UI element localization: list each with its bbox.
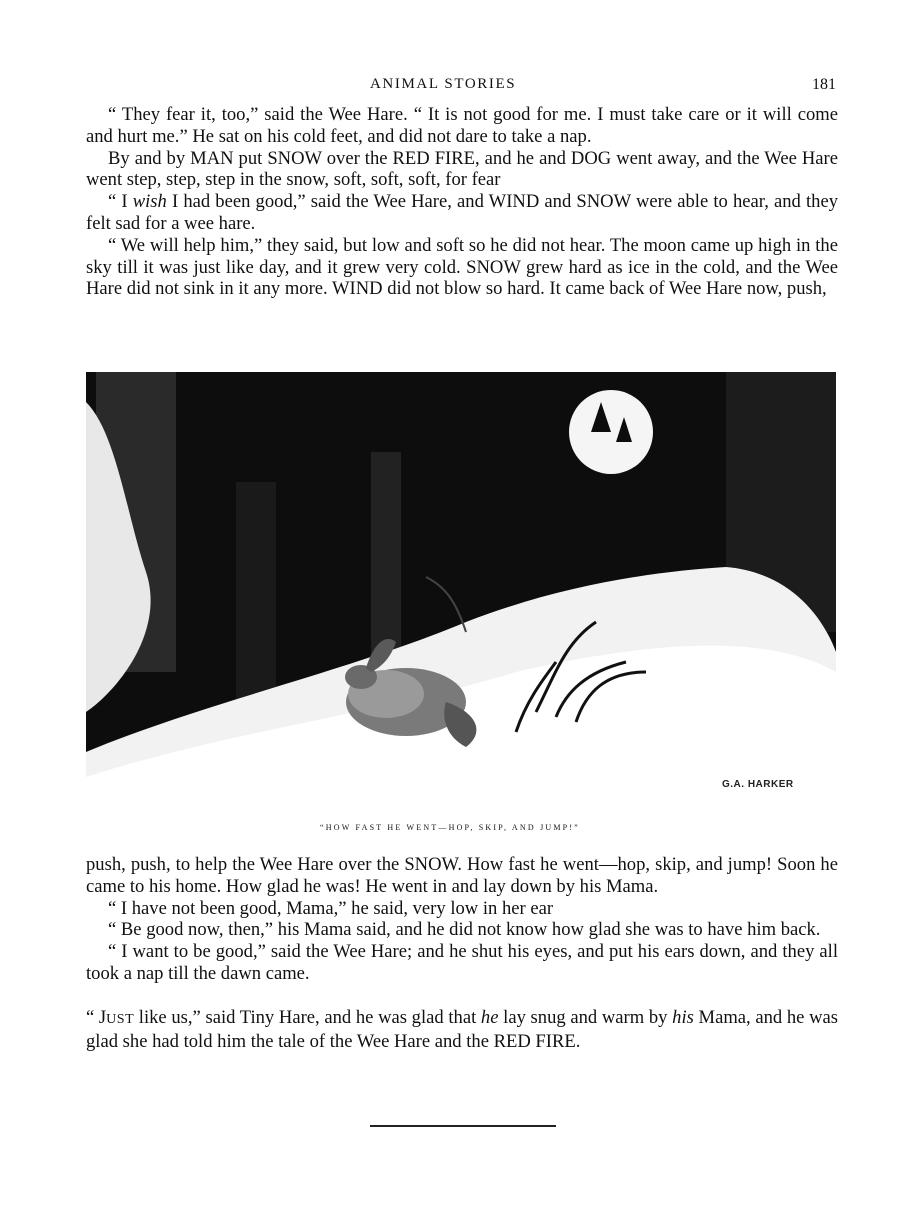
paragraph: “ We will help him,” they said, but low and soft so he did not hear. The moon came up high in the sky till it was just like day, and it grew very cold. SNOW grew hard as ice in the cold, and the Wee Hare did not sink in it any more. WIND did not blow so hard. It came back of Wee Hare now, push,	[86, 234, 838, 300]
paragraph: “ Be good now, then,” his Mama said, and he did not know how glad she was to have him back.	[108, 919, 821, 941]
text-block-top	[86, 104, 838, 300]
closing-paragraph: “ JUST like us,” said Tiny Hare, and he was glad that he lay snug and warm by his Mama, and he was glad she had told him the tale of the Wee Hare and the RED FIRE.	[86, 1006, 839, 1052]
paragraph: “ They fear it, too,” said the Wee Hare. “ It is not good for me. I must take care or it will come and hurt me.” He sat on his cold feet, and did not dare to take a nap.	[86, 104, 838, 147]
artist-signature: G.A. HARKER	[722, 779, 794, 790]
hare-illustration	[86, 372, 836, 808]
paragraph: “ I wish I had been good,” said the Wee Hare, and WIND and SNOW were able to hear, and they felt sad for a wee hare.	[86, 191, 838, 234]
running-header	[0, 76, 900, 100]
running-title: ANIMAL STORIES	[370, 76, 517, 92]
page-number: 181	[812, 76, 836, 93]
end-rule	[370, 1125, 556, 1127]
paragraph: push, push, to help the Wee Hare over the SNOW. How fast he went—hop, skip, and jump! Soon he came to his home. How glad he was! He went in and lay down by his Mama.	[86, 854, 838, 897]
text-block-bottom	[86, 854, 838, 1052]
paragraph: “ I have not been good, Mama,” he said, very low in her ear	[108, 897, 554, 919]
illustration-caption: “HOW FAST HE WENT—HOP, SKIP, AND JUMP!”	[320, 823, 580, 832]
paragraph: “ I want to be good,” said the Wee Hare; and he shut his eyes, and put his ears down, and they all took a nap till the dawn came.	[86, 941, 838, 984]
paragraph: By and by MAN put SNOW over the RED FIRE, and he and DOG went away, and the Wee Hare went step, step, step in the snow, soft, soft, soft, for fear	[86, 147, 838, 191]
